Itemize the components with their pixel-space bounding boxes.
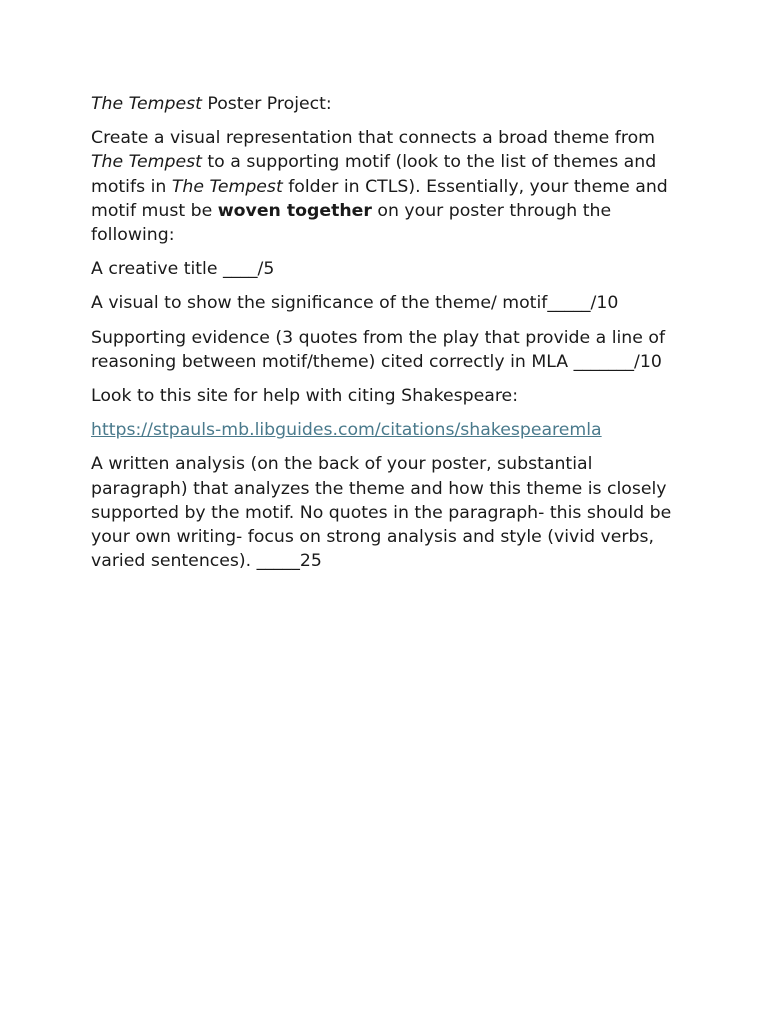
intro-text-4: on your poster through the following: bbox=[91, 200, 612, 246]
heading-play-title: The Tempest bbox=[91, 94, 202, 114]
intro-paragraph bbox=[91, 126, 691, 247]
intro-text-1: Create a visual representation that connects a broad theme from bbox=[91, 128, 656, 149]
criterion-visual: A visual to show the significance of the theme/ motif_____/10 bbox=[91, 293, 619, 314]
intro-play-title-1: The Tempest bbox=[91, 152, 202, 173]
document-heading bbox=[91, 92, 691, 116]
heading-rest: Poster Project: bbox=[201, 94, 332, 114]
help-link-paragraph bbox=[91, 418, 691, 442]
criterion-title: A creative title ____/5 bbox=[91, 259, 275, 280]
intro-emphasis: woven together bbox=[217, 200, 372, 221]
intro-text-2: to a supporting motif (look to the list of themes and motifs in bbox=[91, 152, 657, 197]
intro-play-title-2: The Tempest bbox=[171, 176, 283, 197]
help-text: Look to this site for help with citing Shakespeare: bbox=[91, 386, 519, 407]
intro-text-3: folder in CTLS). Essentially, your theme and motif must be bbox=[91, 176, 668, 221]
document-page bbox=[91, 92, 691, 583]
criterion-evidence: Supporting evidence (3 quotes from the play that provide a line of reasoning between motif/theme) cited correctly in MLA _______/10 bbox=[91, 327, 666, 372]
criterion-analysis: A written analysis (on the back of your poster, substantial paragraph) that analyzes the theme and how this theme is closely supported by the motif. No quotes in the paragraph- this should be your own writing- focus on strong analysis and style (vivid verbs, varied sentences). _____25 bbox=[91, 454, 672, 572]
citation-help-link[interactable]: https://stpauls-mb.libguides.com/citations/shakespearemla bbox=[91, 420, 602, 441]
